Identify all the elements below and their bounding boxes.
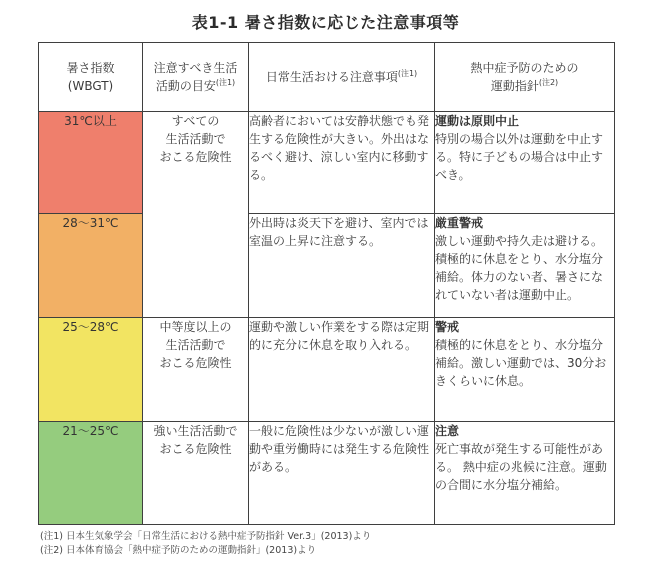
level-cell-25-28: 25〜28℃: [39, 318, 143, 422]
activity-line: 中等度以上の: [159, 320, 232, 334]
header-activity-line1: 注意すべき生活: [153, 61, 238, 75]
table-row: [39, 318, 615, 422]
header-wbgt-line1: 暑さ指数: [66, 61, 115, 75]
guide-text: 死亡事故が発生する可能性がある。 熱中症の兆候に注意。運動の合間に水分塩分補給。: [435, 442, 607, 492]
activity-group-moderate: [143, 318, 249, 422]
header-daily: [249, 43, 435, 112]
header-daily-label: 日常生活おける注意事項: [265, 70, 398, 84]
level-cell-21-25: 21〜25℃: [39, 422, 143, 525]
level-cell-28-31: 28〜31℃: [39, 214, 143, 318]
level-cell-31-plus: 31℃以上: [39, 112, 143, 214]
header-wbgt-line2: (WBGT): [67, 79, 114, 93]
exercise-guide-cell: [435, 422, 615, 525]
footnote-1: (注1) 日本生気象学会「日常生活における熱中症予防指針 Ver.3」(2013)より: [40, 531, 372, 542]
activity-line: 強い生活活動で: [153, 424, 238, 438]
header-activity-footnote-mark: (注1): [215, 78, 236, 87]
activity-line: すべての: [171, 114, 220, 128]
activity-line: おこる危険性: [159, 150, 232, 164]
guide-text: 特別の場合以外は運動を中止する。特に子どもの場合は中止すべき。: [435, 132, 604, 182]
exercise-guide-cell: [435, 112, 615, 214]
daily-note-cell: 外出時は炎天下を避け、室内では室温の上昇に注意する。: [249, 214, 435, 318]
footnote-2: (注2) 日本体育協会「熱中症予防のための運動指針」(2013)より: [40, 545, 317, 556]
activity-line: おこる危険性: [159, 356, 232, 370]
table-row: [39, 214, 615, 318]
header-daily-footnote-mark: (注1): [397, 69, 418, 78]
daily-note-cell: 運動や激しい作業をする際は定期的に充分に休息を取り入れる。: [249, 318, 435, 422]
guide-heading: 運動は原則中止: [435, 114, 520, 128]
exercise-guide-cell: [435, 318, 615, 422]
activity-group-all: [143, 112, 249, 318]
daily-note-cell: 一般に危険性は少ないが激しい運動や重労働時には発生する危険性がある。: [249, 422, 435, 525]
guide-heading: 厳重警戒: [435, 216, 484, 230]
table-header-row: [39, 43, 615, 112]
header-activity-line2: 活動の目安: [155, 79, 216, 93]
header-exercise-footnote-mark: (注2): [538, 78, 559, 87]
table-title: 表1-1 暑さ指数に応じた注意事項等: [191, 13, 460, 32]
guide-heading: 警戒: [435, 320, 460, 334]
activity-line: 生活活動で: [165, 338, 226, 352]
exercise-guide-cell: [435, 214, 615, 318]
guide-text: 激しい運動や持久走は避ける。積極的に休息をとり、水分塩分補給。体力のない者、暑さになれていない者は運動中止。: [435, 234, 604, 302]
header-wbgt: [39, 43, 143, 112]
activity-group-strong: [143, 422, 249, 525]
header-exercise: [435, 43, 615, 112]
heat-index-table: [38, 42, 615, 525]
guide-heading: 注意: [435, 424, 460, 438]
header-activity: [143, 43, 249, 112]
activity-line: おこる危険性: [159, 442, 232, 456]
guide-text: 積極的に休息をとり、水分塩分補給。激しい運動では、30分おきくらいに休息。: [435, 338, 607, 388]
daily-note-cell: 高齢者においては安静状態でも発生する危険性が大きい。外出はなるべく避け、涼しい室内に移動する。: [249, 112, 435, 214]
header-exercise-line1: 熱中症予防のための: [470, 61, 579, 75]
activity-line: 生活活動で: [165, 132, 226, 146]
table-row: [39, 422, 615, 525]
header-exercise-line2: 運動指針: [490, 79, 539, 93]
table-row: [39, 112, 615, 214]
footnotes: [40, 530, 371, 558]
